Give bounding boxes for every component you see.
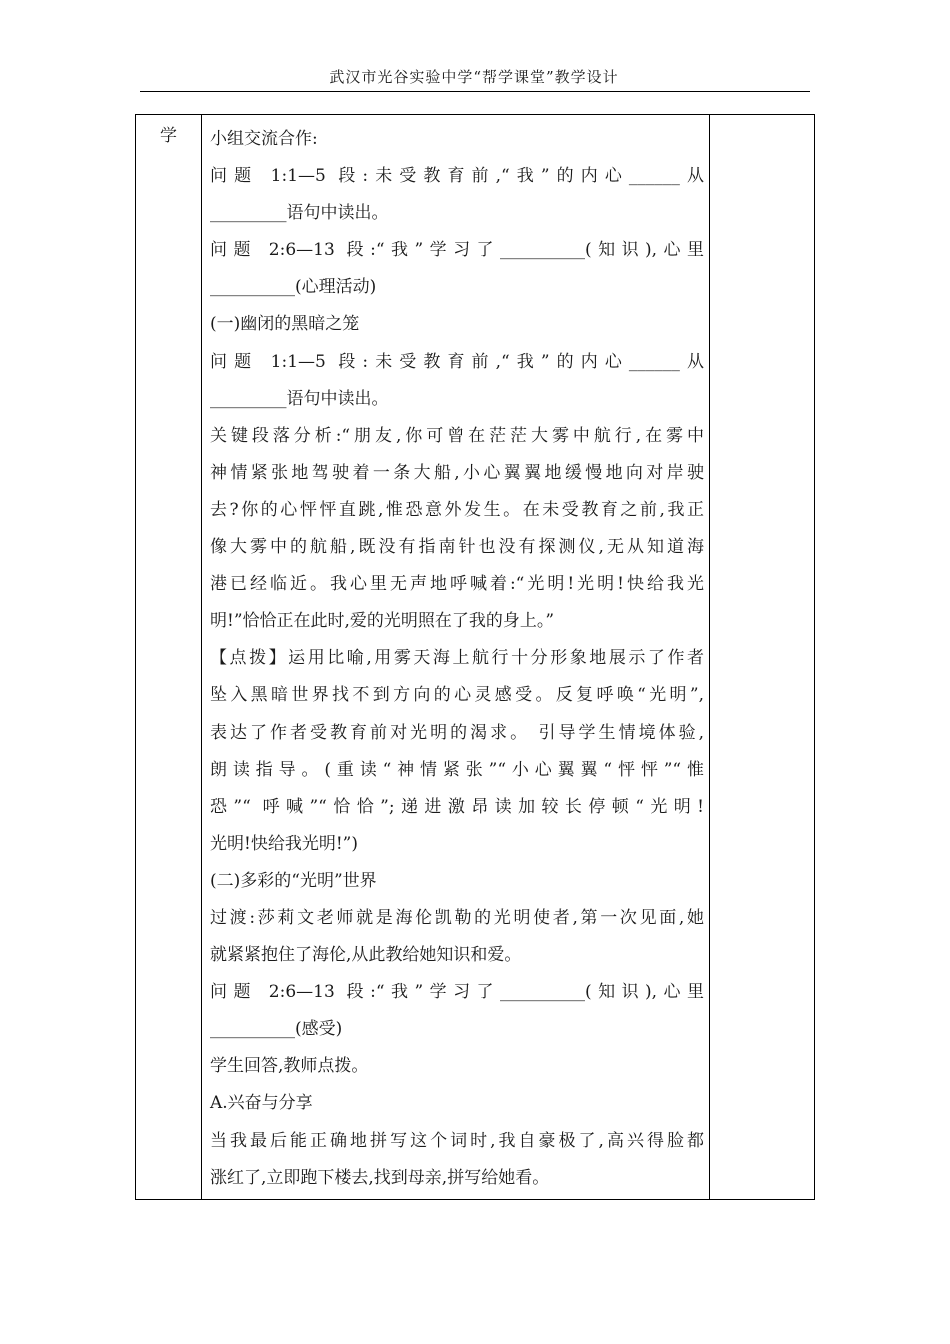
content-line: A.兴奋与分享 bbox=[210, 1093, 313, 1114]
content-line: 涨红了,立即跑下楼去,找到母亲,拼写给她看。 bbox=[210, 1167, 550, 1188]
column-divider-right bbox=[709, 115, 710, 1199]
content-line: 学生回答,教师点拨。 bbox=[210, 1056, 369, 1077]
header-divider bbox=[140, 91, 810, 92]
content-line: (二)多彩的“光明”世界 bbox=[210, 870, 377, 891]
content-line: 朗读指导。(重读“神情紧张”“小心翼翼“怦怦”“惟 bbox=[210, 759, 704, 780]
content-line: 【点拨】运用比喻,用雾天海上航行十分形象地展示了作者 bbox=[210, 648, 704, 669]
content-line: 像大雾中的航船,既没有指南针也没有探测仪,无从知道海 bbox=[210, 537, 704, 558]
content-line: 表达了作者受教育前对光明的渴求。 引导学生情境体验, bbox=[210, 722, 704, 743]
content-line: 问题 2:6—13 段:“我”学习了__________(知识),心里 bbox=[210, 982, 704, 1003]
content-line: 神情紧张地驾驶着一条大船,小心翼翼地缓慢地向对岸驶 bbox=[210, 462, 704, 483]
content-line: 关键段落分析:“朋友,你可曾在茫茫大雾中航行,在雾中 bbox=[210, 425, 704, 446]
content-line: 小组交流合作: bbox=[210, 129, 318, 149]
content-line: 去?你的心怦怦直跳,惟恐意外发生。在未受教育之前,我正 bbox=[210, 499, 704, 520]
content-line: _________语句中读出。 bbox=[210, 203, 389, 224]
content-line: __________(感受) bbox=[210, 1019, 343, 1040]
content-line: __________(心理活动) bbox=[210, 277, 377, 298]
content-line: _________语句中读出。 bbox=[210, 388, 389, 409]
content-line: 过渡:莎莉文老师就是海伦凯勒的光明使者,第一次见面,她 bbox=[210, 907, 704, 928]
lesson-content bbox=[210, 121, 704, 1197]
content-line: 港已经临近。我心里无声地呼喊着:“光明!光明!快给我光 bbox=[210, 574, 704, 595]
content-line: 问题 2:6—13 段:“我”学习了__________(知识),心里 bbox=[210, 240, 704, 261]
content-line: 问题 1:1—5 段:未受教育前,“我”的内心______从 bbox=[210, 166, 704, 187]
lesson-table bbox=[135, 114, 815, 1200]
content-line: 明!”恰恰正在此时,爱的光明照在了我的身上。” bbox=[210, 611, 555, 632]
content-line: (一)幽闭的黑暗之笼 bbox=[210, 314, 360, 335]
column-divider-left bbox=[201, 115, 202, 1199]
content-line: 光明!快给我光明!”) bbox=[210, 833, 358, 854]
section-label: 学 bbox=[160, 126, 177, 146]
content-line: 恐”“ 呼喊”“恰恰”;递进激昂读加较长停顿“光明! bbox=[210, 796, 704, 817]
content-line: 就紧紧抱住了海伦,从此教给她知识和爱。 bbox=[210, 945, 522, 966]
content-line: 问题 1:1—5 段:未受教育前,“我”的内心______从 bbox=[210, 351, 704, 372]
content-line: 当我最后能正确地拼写这个词时,我自豪极了,高兴得脸都 bbox=[210, 1130, 704, 1151]
content-line: 坠入黑暗世界找不到方向的心灵感受。反复呼唤“光明”, bbox=[210, 685, 704, 706]
page-header-title: 武汉市光谷实验中学“帮学课堂”教学设计 bbox=[329, 68, 619, 86]
